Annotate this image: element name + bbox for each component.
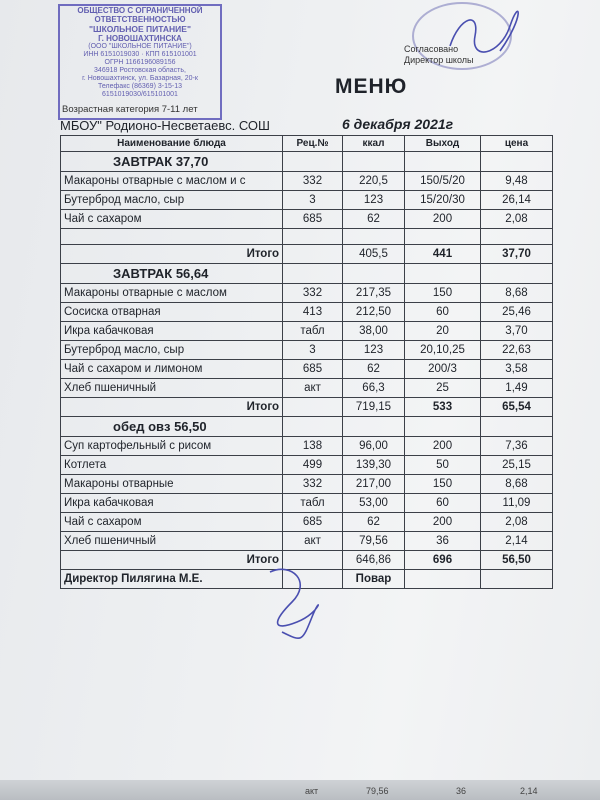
kcal-value: 217,00	[343, 475, 405, 494]
price-value: 3,58	[481, 360, 553, 379]
yield-value: 150	[405, 284, 481, 303]
total-price: 65,54	[481, 398, 553, 417]
empty-cell	[283, 152, 343, 172]
table-header-row	[61, 136, 553, 152]
organization-stamp	[58, 4, 222, 120]
kcal-value: 123	[343, 341, 405, 360]
column-header: Выход	[405, 136, 481, 152]
empty-cell	[283, 398, 343, 417]
total-yield: 696	[405, 551, 481, 570]
stamp-line: "ШКОЛЬНОЕ ПИТАНИЕ"	[89, 24, 191, 34]
yield-value: 200/3	[405, 360, 481, 379]
stamp-line: г. Новошахтинск, ул. Базарная, 20-к	[82, 75, 198, 82]
stamp-line: 346918 Ростовская область,	[94, 67, 186, 74]
dish-name: Хлеб пшеничный	[61, 532, 283, 551]
total-price: 37,70	[481, 245, 553, 264]
empty-cell	[283, 245, 343, 264]
recipe-number: акт	[283, 532, 343, 551]
total-row	[61, 398, 553, 417]
approval-line: Согласовано	[404, 44, 459, 54]
section-title: ЗАВТРАК 56,64	[61, 264, 283, 284]
stamp-line: 6151019030/615101001	[102, 91, 178, 98]
menu-date: 6 декабря 2021г	[342, 116, 454, 132]
empty-cell	[481, 152, 553, 172]
kcal-value: 212,50	[343, 303, 405, 322]
school-name: МБОУ" Родионо-Несветаевс. СОШ	[60, 118, 270, 133]
table-row	[61, 284, 553, 303]
dish-name: Хлеб пшеничный	[61, 379, 283, 398]
kcal-value: 62	[343, 210, 405, 229]
dish-name: Макароны отварные с маслом и с	[61, 172, 283, 191]
recipe-number: 685	[283, 513, 343, 532]
next-page-strip	[0, 780, 600, 800]
column-header: ккал	[343, 136, 405, 152]
menu-table	[60, 135, 553, 589]
total-yield: 533	[405, 398, 481, 417]
total-label: Итого	[61, 551, 283, 570]
column-header: цена	[481, 136, 553, 152]
empty-cell	[405, 417, 481, 437]
recipe-number: 3	[283, 191, 343, 210]
section-header-row	[61, 417, 553, 437]
price-value: 8,68	[481, 475, 553, 494]
recipe-number: акт	[283, 379, 343, 398]
dish-name: Икра кабачковая	[61, 494, 283, 513]
total-price: 56,50	[481, 551, 553, 570]
recipe-number: табл	[283, 322, 343, 341]
yield-value: 150/5/20	[405, 172, 481, 191]
price-value: 25,46	[481, 303, 553, 322]
section-title: обед овз 56,50	[61, 417, 283, 437]
director-signature-icon	[262, 562, 334, 646]
table-row	[61, 341, 553, 360]
price-value: 2,08	[481, 210, 553, 229]
yield-value: 200	[405, 210, 481, 229]
yield-value: 50	[405, 456, 481, 475]
yield-value: 60	[405, 303, 481, 322]
kcal-value: 123	[343, 191, 405, 210]
kcal-value: 62	[343, 513, 405, 532]
empty-cell	[481, 229, 553, 245]
kcal-value: 62	[343, 360, 405, 379]
kcal-value: 96,00	[343, 437, 405, 456]
table-row	[61, 532, 553, 551]
empty-cell	[283, 229, 343, 245]
strip-text: акт	[305, 786, 319, 796]
dish-name: Бутерброд масло, сыр	[61, 191, 283, 210]
stamp-line: ИНН 6151019030 · КПП 615101001	[83, 51, 197, 58]
recipe-number: 413	[283, 303, 343, 322]
stamp-line: ОТВЕТСТВЕННОСТЬЮ	[94, 15, 186, 24]
dish-name: Котлета	[61, 456, 283, 475]
empty-cell	[283, 417, 343, 437]
recipe-number: 499	[283, 456, 343, 475]
strip-text: 2,14	[520, 786, 538, 796]
stamp-line: (ООО "ШКОЛЬНОЕ ПИТАНИЕ")	[88, 43, 192, 50]
empty-cell	[343, 264, 405, 284]
kcal-value: 53,00	[343, 494, 405, 513]
yield-value: 25	[405, 379, 481, 398]
section-header-row	[61, 264, 553, 284]
yield-value: 15/20/30	[405, 191, 481, 210]
table-row	[61, 191, 553, 210]
kcal-value: 38,00	[343, 322, 405, 341]
empty-cell	[283, 264, 343, 284]
section-title: ЗАВТРАК 37,70	[61, 152, 283, 172]
empty-cell	[481, 417, 553, 437]
column-header: Наименование блюда	[61, 136, 283, 152]
dish-name: Чай с сахаром	[61, 513, 283, 532]
kcal-value: 66,3	[343, 379, 405, 398]
price-value: 9,48	[481, 172, 553, 191]
strip-text: 36	[456, 786, 467, 796]
table-row	[61, 303, 553, 322]
stamp-line: Телефакс (86369) 3-15-13	[98, 83, 182, 90]
total-kcal: 646,86	[343, 551, 405, 570]
recipe-number: 138	[283, 437, 343, 456]
empty-cell	[405, 570, 481, 589]
empty-cell	[61, 229, 283, 245]
dish-name: Сосиска отварная	[61, 303, 283, 322]
price-value: 22,63	[481, 341, 553, 360]
table-row	[61, 172, 553, 191]
price-value: 2,08	[481, 513, 553, 532]
empty-cell	[405, 229, 481, 245]
approval-line: Директор школы	[404, 55, 474, 65]
price-value: 26,14	[481, 191, 553, 210]
kcal-value: 220,5	[343, 172, 405, 191]
yield-value: 150	[405, 475, 481, 494]
dish-name: Икра кабачковая	[61, 322, 283, 341]
price-value: 2,14	[481, 532, 553, 551]
blank-row	[61, 229, 553, 245]
dish-name: Макароны отварные с маслом	[61, 284, 283, 303]
price-value: 8,68	[481, 284, 553, 303]
table-row	[61, 513, 553, 532]
dish-name: Чай с сахаром и лимоном	[61, 360, 283, 379]
empty-cell	[481, 570, 553, 589]
total-label: Итого	[61, 398, 283, 417]
table-row	[61, 379, 553, 398]
director-name: Директор Пилягина М.Е.	[61, 570, 283, 589]
yield-value: 200	[405, 513, 481, 532]
empty-cell	[343, 229, 405, 245]
kcal-value: 217,35	[343, 284, 405, 303]
empty-cell	[343, 417, 405, 437]
yield-value: 200	[405, 437, 481, 456]
price-value: 3,70	[481, 322, 553, 341]
stamp-line: ОГРН 1166196089156	[104, 59, 176, 66]
strip-text: 79,56	[366, 786, 389, 796]
table-row	[61, 494, 553, 513]
dish-name: Бутерброд масло, сыр	[61, 341, 283, 360]
yield-value: 36	[405, 532, 481, 551]
kcal-value: 79,56	[343, 532, 405, 551]
recipe-number: табл	[283, 494, 343, 513]
empty-cell	[405, 152, 481, 172]
column-header: Рец.№	[283, 136, 343, 152]
yield-value: 20	[405, 322, 481, 341]
stamp-line: Г. НОВОШАХТИНСКА	[98, 34, 182, 43]
recipe-number: 332	[283, 475, 343, 494]
dish-name: Чай с сахаром	[61, 210, 283, 229]
price-value: 11,09	[481, 494, 553, 513]
price-value: 7,36	[481, 437, 553, 456]
recipe-number: 3	[283, 341, 343, 360]
table-row	[61, 475, 553, 494]
recipe-number: 332	[283, 284, 343, 303]
yield-value: 20,10,25	[405, 341, 481, 360]
approval-block	[404, 44, 474, 66]
dish-name: Суп картофельный с рисом	[61, 437, 283, 456]
age-category: Возрастная категория 7-11 лет	[62, 104, 198, 115]
table-row	[61, 322, 553, 341]
recipe-number: 685	[283, 360, 343, 379]
kcal-value: 139,30	[343, 456, 405, 475]
table-row	[61, 210, 553, 229]
recipe-number: 332	[283, 172, 343, 191]
dish-name: Макароны отварные	[61, 475, 283, 494]
table-row	[61, 456, 553, 475]
total-kcal: 405,5	[343, 245, 405, 264]
empty-cell	[405, 264, 481, 284]
cook-label: Повар	[343, 570, 405, 589]
price-value: 1,49	[481, 379, 553, 398]
yield-value: 60	[405, 494, 481, 513]
empty-cell	[481, 264, 553, 284]
section-header-row	[61, 152, 553, 172]
total-kcal: 719,15	[343, 398, 405, 417]
price-value: 25,15	[481, 456, 553, 475]
table-row	[61, 360, 553, 379]
total-yield: 441	[405, 245, 481, 264]
table-row	[61, 437, 553, 456]
recipe-number: 685	[283, 210, 343, 229]
empty-cell	[343, 152, 405, 172]
total-row	[61, 245, 553, 264]
total-label: Итого	[61, 245, 283, 264]
page-title: МЕНЮ	[335, 75, 408, 98]
stamp-line: ОБЩЕСТВО С ОГРАНИЧЕННОЙ	[77, 6, 203, 15]
